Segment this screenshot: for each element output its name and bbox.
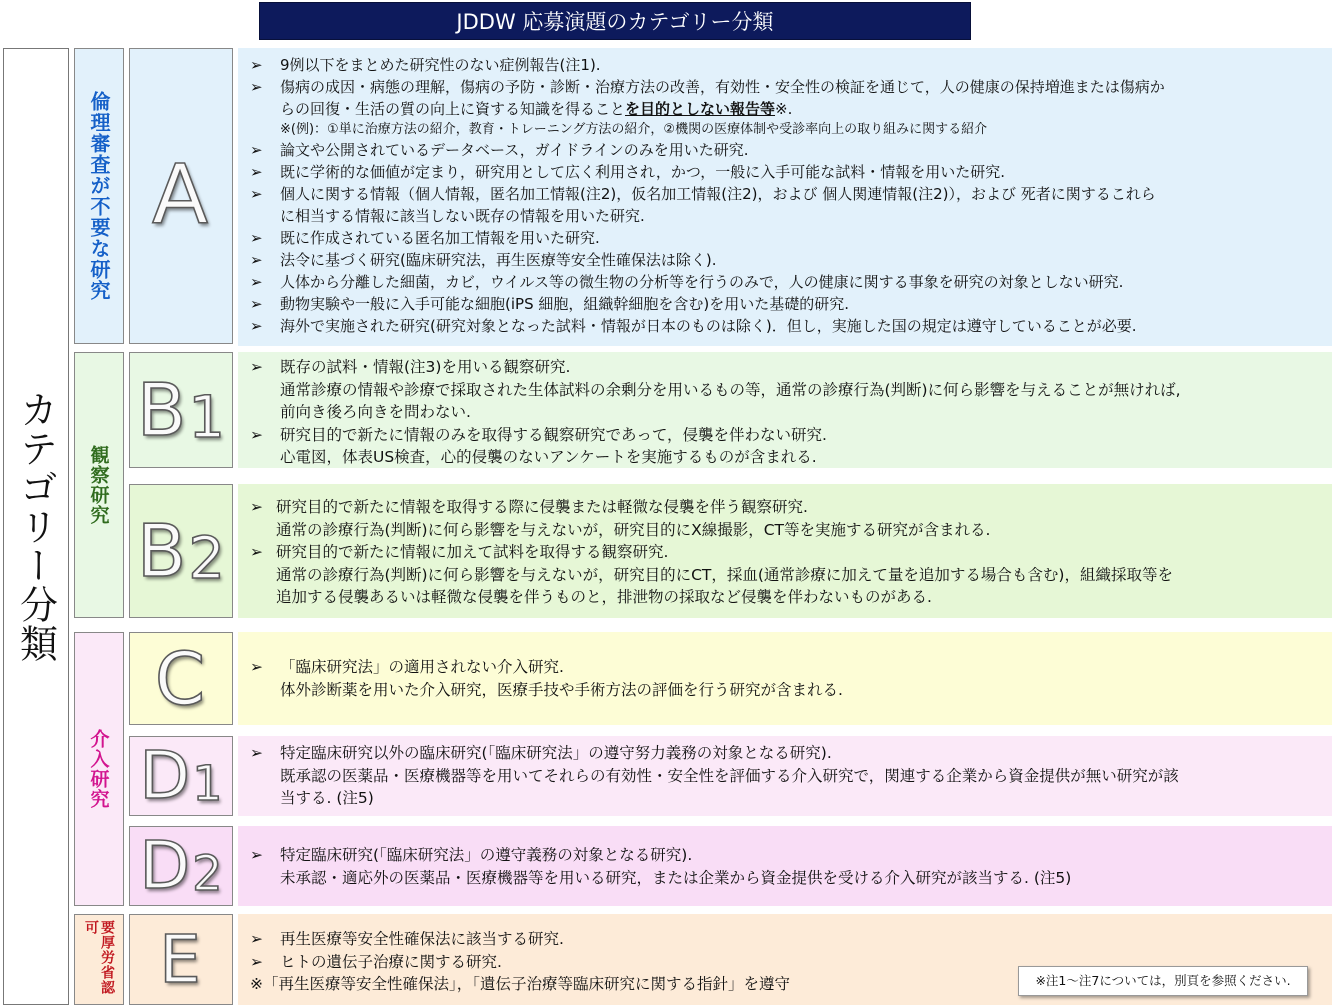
group-mhlw-approval bbox=[74, 914, 124, 1005]
category-d1-letter: $D_1$ bbox=[139, 737, 223, 814]
category-a-letter: A bbox=[151, 148, 209, 243]
category-b2-content: ➢ 研究目的で新たに情報を取得する際に侵襲または軽微な侵襲を伴う観察研究. 通常の診療行為(判断)に何ら影響を与えないが，研究目的にX線撮影，CT等を実施する研究が含まれる. ➢ 研究目的で新たに情報に加えて試料を取得する観察研究. 通常の診療行為(判断)に何ら影響を与えないが，研究目的にCT，採血(通常診療に加えて量を追加する場合も含む)，組織採取等を 追加する侵襲あるいは軽微な侵襲を伴うものと，排泄物の採取など侵襲を伴わないものがある. bbox=[238, 484, 1332, 618]
category-e-letter: E bbox=[159, 920, 201, 998]
group-ethics-label: 倫理審査が不要な研究 bbox=[87, 91, 111, 301]
category-b2-letter: $B_2$ bbox=[136, 509, 226, 593]
category-c-content: ➢ 「臨床研究法」の適用されない介入研究. 体外診断薬を用いた介入研究，医療手技や手術方法の評価を行う研究が含まれる. bbox=[238, 632, 1332, 725]
category-d2-box bbox=[129, 826, 233, 906]
category-d1-content: ➢ 特定臨床研究以外の臨床研究(「臨床研究法」の遵守努力義務の対象となる研究). 既承認の医薬品・医療機器等を用いてそれらの有効性・安全性を評価する介入研究で，関連する企業から資金提供が無い研究が該 当する. (注5) bbox=[238, 736, 1332, 816]
group-observational bbox=[74, 352, 124, 618]
category-outer-label: カテゴリー分類 bbox=[13, 390, 58, 663]
category-outer-column bbox=[3, 48, 69, 1005]
category-b1-content: ➢ 既存の試料・情報(注3)を用いる観察研究. 通常診療の情報や診療で採取された生体試料の余剰分を用いるもの等，通常の診療行為(判断)に何ら影響を与えることが無ければ, 前向き後ろ向きを問わない. ➢ 研究目的で新たに情報のみを取得する観察研究であって，侵襲を伴わない研究. 心電図，体表US検査，心的侵襲のないアンケートを実施するものが含まれる. bbox=[238, 352, 1332, 468]
footnote-box: ※注1〜注7については，別頁を参照ください. bbox=[1018, 966, 1308, 996]
category-a-content: ➢ 9例以下をまとめた研究性のない症例報告(注1). ➢ 傷病の成因・病態の理解，傷病の予防・診断・治療方法の改善，有効性・安全性の検証を通じて，人の健康の保持増進または傷病か らの回復・生活の質の向上に資する知識を得ることを目的としない報告等※. ※(例)：①単に治療方法の紹介，教育・トレーニング方法の紹介，②機関の医療体制や受診率向上の取り組みに関する紹介 ➢ 論文や公開されているデータベース，ガイドラインのみを用いた研究. ➢ 既に学術的な価値が定まり，研究用として広く利用され，かつ，一般に入手可能な試料・情報を用いた研究. ➢ 個人に関する情報（個人情報，匿名加工情報(注2)，仮名加工情報(注2)，および 個人関連情報(注2)），および 死者に関するこれら に相当する情報に該当しない既存の情報を用いた研究. ➢ 既に作成されている匿名加工情報を用いた研究. ➢ 法令に基づく研究(臨床研究法，再生医療等安全性確保法は除く). ➢ 人体から分離した細菌，カビ，ウイルス等の微生物の分析等を行うのみで，人の健康に関する事象を研究の対象としない研究. ➢ 動物実験や一般に入手可能な細胞(iPS 細胞，組織幹細胞を含む)を用いた基礎的研究. ➢ 海外で実施された研究(研究対象となった試料・情報が日本のものは除く)．但し，実施した国の規定は遵守していることが必要. bbox=[238, 48, 1332, 346]
category-a-box bbox=[129, 48, 233, 344]
page-title: JDDW 応募演題のカテゴリー分類 bbox=[259, 2, 971, 40]
category-b2-box bbox=[129, 484, 233, 618]
category-b1-box bbox=[129, 352, 233, 468]
category-e-box bbox=[129, 914, 233, 1005]
group-ethics-exempt bbox=[74, 48, 124, 344]
group-observational-label: 観察研究 bbox=[87, 445, 110, 525]
group-interventional bbox=[74, 632, 124, 906]
category-c-letter: C bbox=[154, 636, 206, 721]
category-a-example-note: ※(例)：①単に治療方法の紹介，教育・トレーニング方法の紹介，②機関の医療体制や受診率向上の取り組みに関する紹介 bbox=[280, 122, 988, 137]
category-d1-box bbox=[129, 736, 233, 816]
group-mhlw-label: 要厚労省認可 bbox=[83, 919, 115, 995]
category-b1-letter: $B_1$ bbox=[136, 368, 226, 452]
category-e-note: ※「再生医療等安全性確保法」，「遺伝子治療等臨床研究に関する指針」を遵守 bbox=[250, 975, 790, 993]
category-d2-content: ➢ 特定臨床研究(「臨床研究法」の遵守義務の対象となる研究). 未承認・適応外の医薬品・医療機器等を用いる研究，または企業から資金提供を受ける介入研究が該当する. (注5) bbox=[238, 826, 1332, 906]
group-interventional-label: 介入研究 bbox=[87, 729, 110, 809]
category-e-content: ➢ 再生医療等安全性確保法に該当する研究. ➢ ヒトの遺伝子治療に関する研究. ※「再生医療等安全性確保法」，「遺伝子治療等臨床研究に関する指針」を遵守 bbox=[238, 914, 1332, 1005]
category-d2-letter: $D_2$ bbox=[139, 827, 223, 904]
category-c-box bbox=[129, 632, 233, 725]
